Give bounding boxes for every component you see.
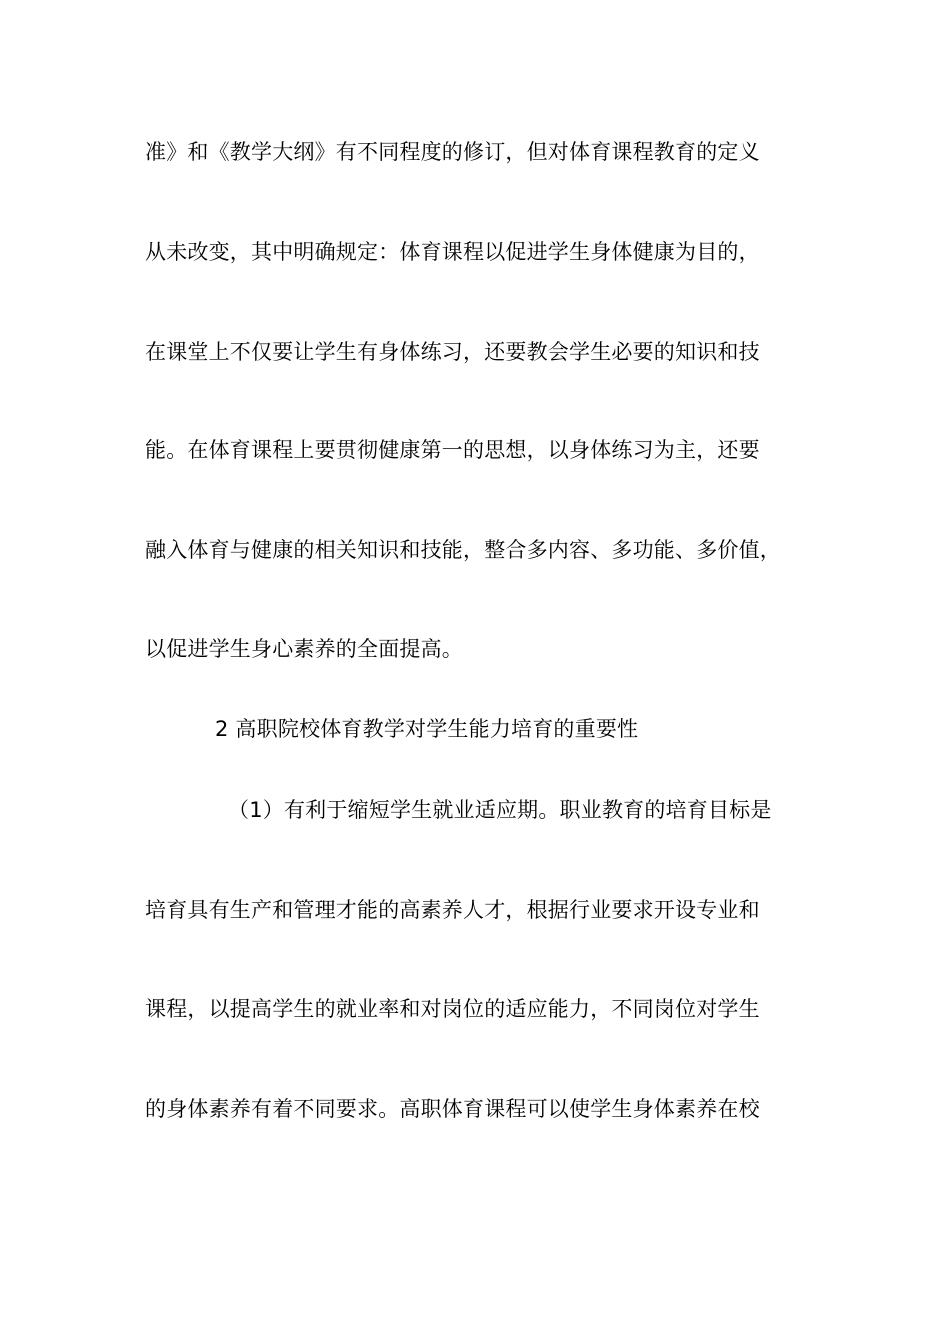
subsection-first-line: （1）有利于缩短学生就业适应期。职业教育的培育目标是 bbox=[228, 798, 772, 822]
section-heading: 2 高职院校体育教学对学生能力培育的重要性 bbox=[215, 717, 639, 741]
paragraph-line: 课程，以提高学生的就业率和对岗位的适应能力，不同岗位对学生 bbox=[145, 997, 760, 1021]
paragraph-line: 的身体素养有着不同要求。高职体育课程可以使学生身体素养在校 bbox=[145, 1097, 760, 1121]
paragraph-line: 准》和《教学大纲》有不同程度的修订，但对体育课程教育的定义 bbox=[145, 140, 760, 164]
paragraph-line: 在课堂上不仅要让学生有身体练习，还要教会学生必要的知识和技 bbox=[145, 340, 760, 364]
paragraph-line: 能。在体育课程上要贯彻健康第一的思想，以身体练习为主，还要 bbox=[145, 438, 760, 462]
paragraph-line: 培育具有生产和管理才能的高素养人才，根据行业要求开设专业和 bbox=[145, 898, 760, 922]
paragraph-line: 融入体育与健康的相关知识和技能，整合多内容、多功能、多价值， bbox=[145, 538, 781, 562]
paragraph-line: 从未改变，其中明确规定：体育课程以促进学生身体健康为目的， bbox=[145, 240, 760, 264]
paragraph-line: 以促进学生身心素养的全面提高。 bbox=[145, 637, 463, 661]
